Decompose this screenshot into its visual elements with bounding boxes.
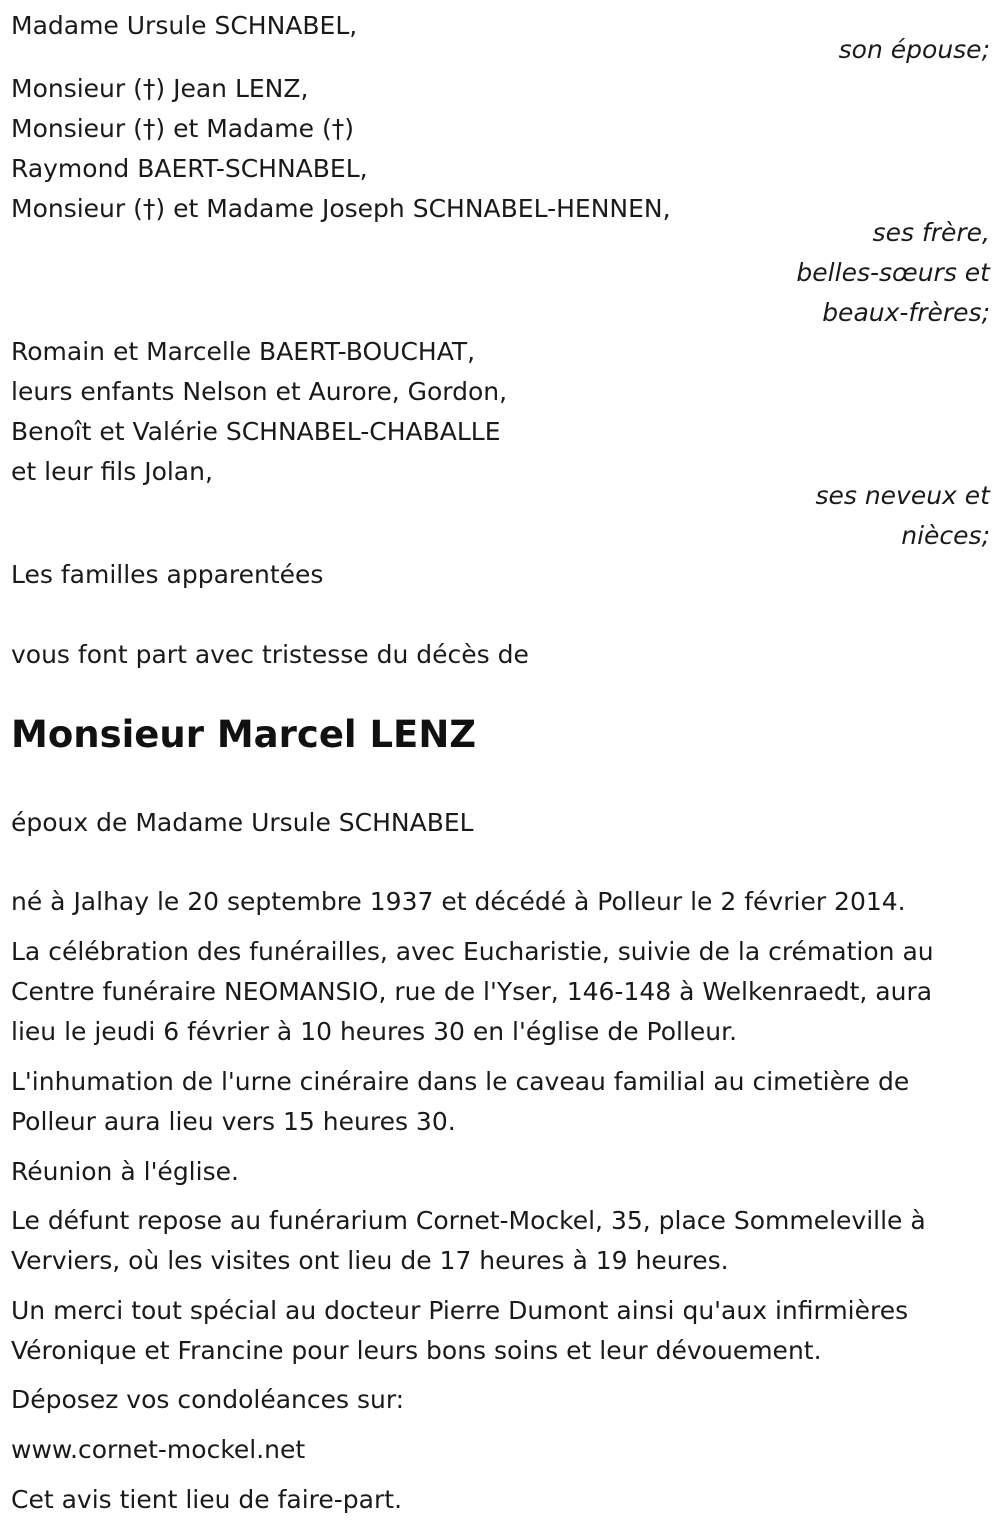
notice-line: Cet avis tient lieu de faire-part. [11, 1485, 403, 1514]
siblings-role-line: ses frère, [872, 218, 990, 247]
burial-line: L'inhumation de l'urne cinéraire dans le caveau familial au cimetière de [11, 1067, 910, 1096]
celebration-line: lieu le jeudi 6 février à 10 heures 30 en l'église de Polleur. [11, 1017, 738, 1046]
siblings-role-line: belles-sœurs et [796, 258, 990, 287]
condolences-label: Déposez vos condoléances sur: [11, 1385, 405, 1414]
announcement-line: vous font part avec tristesse du décès de [11, 640, 529, 669]
siblings-role-line: beaux-frères; [822, 298, 990, 327]
meeting-line: Réunion à l'église. [11, 1157, 239, 1186]
sibling-line: Monsieur (†) Jean LENZ, [11, 74, 309, 103]
relatives-line: Les familles apparentées [11, 560, 324, 589]
celebration-line: Centre funéraire NEOMANSIO, rue de l'Yser, 146-148 à Welkenraedt, aura [11, 977, 933, 1006]
nephews-role-line: nièces; [901, 521, 990, 550]
nephew-line: Benoît et Valérie SCHNABEL-CHABALLE [11, 417, 501, 446]
spouse-of-line: époux de Madame Ursule SCHNABEL [11, 808, 474, 837]
nephew-line: et leur fils Jolan, [11, 457, 213, 486]
sibling-line: Monsieur (†) et Madame (†) [11, 114, 354, 143]
website-link[interactable]: www.cornet-mockel.net [11, 1435, 306, 1464]
deceased-name: Monsieur Marcel LENZ [11, 713, 477, 756]
thanks-line: Véronique et Francine pour leurs bons soins et leur dévouement. [11, 1336, 822, 1365]
visitation-line: Verviers, où les visites ont lieu de 17 heures à 19 heures. [11, 1246, 729, 1275]
spouse-role: son épouse; [838, 35, 990, 64]
nephews-role-line: ses neveux et [815, 481, 990, 510]
sibling-line: Raymond BAERT-SCHNABEL, [11, 154, 368, 183]
thanks-line: Un merci tout spécial au docteur Pierre Dumont ainsi qu'aux infirmières [11, 1296, 909, 1325]
nephew-line: Romain et Marcelle BAERT-BOUCHAT, [11, 337, 476, 366]
visitation-line: Le défunt repose au funérarium Cornet-Mockel, 35, place Sommeleville à [11, 1206, 926, 1235]
sibling-line: Monsieur (†) et Madame Joseph SCHNABEL-HENNEN, [11, 194, 671, 223]
birth-death-line: né à Jalhay le 20 septembre 1937 et décédé à Polleur le 2 février 2014. [11, 887, 906, 916]
spouse-name: Madame Ursule SCHNABEL, [11, 11, 358, 40]
burial-line: Polleur aura lieu vers 15 heures 30. [11, 1107, 456, 1136]
nephew-line: leurs enfants Nelson et Aurore, Gordon, [11, 377, 508, 406]
celebration-line: La célébration des funérailles, avec Eucharistie, suivie de la crémation au [11, 937, 934, 966]
